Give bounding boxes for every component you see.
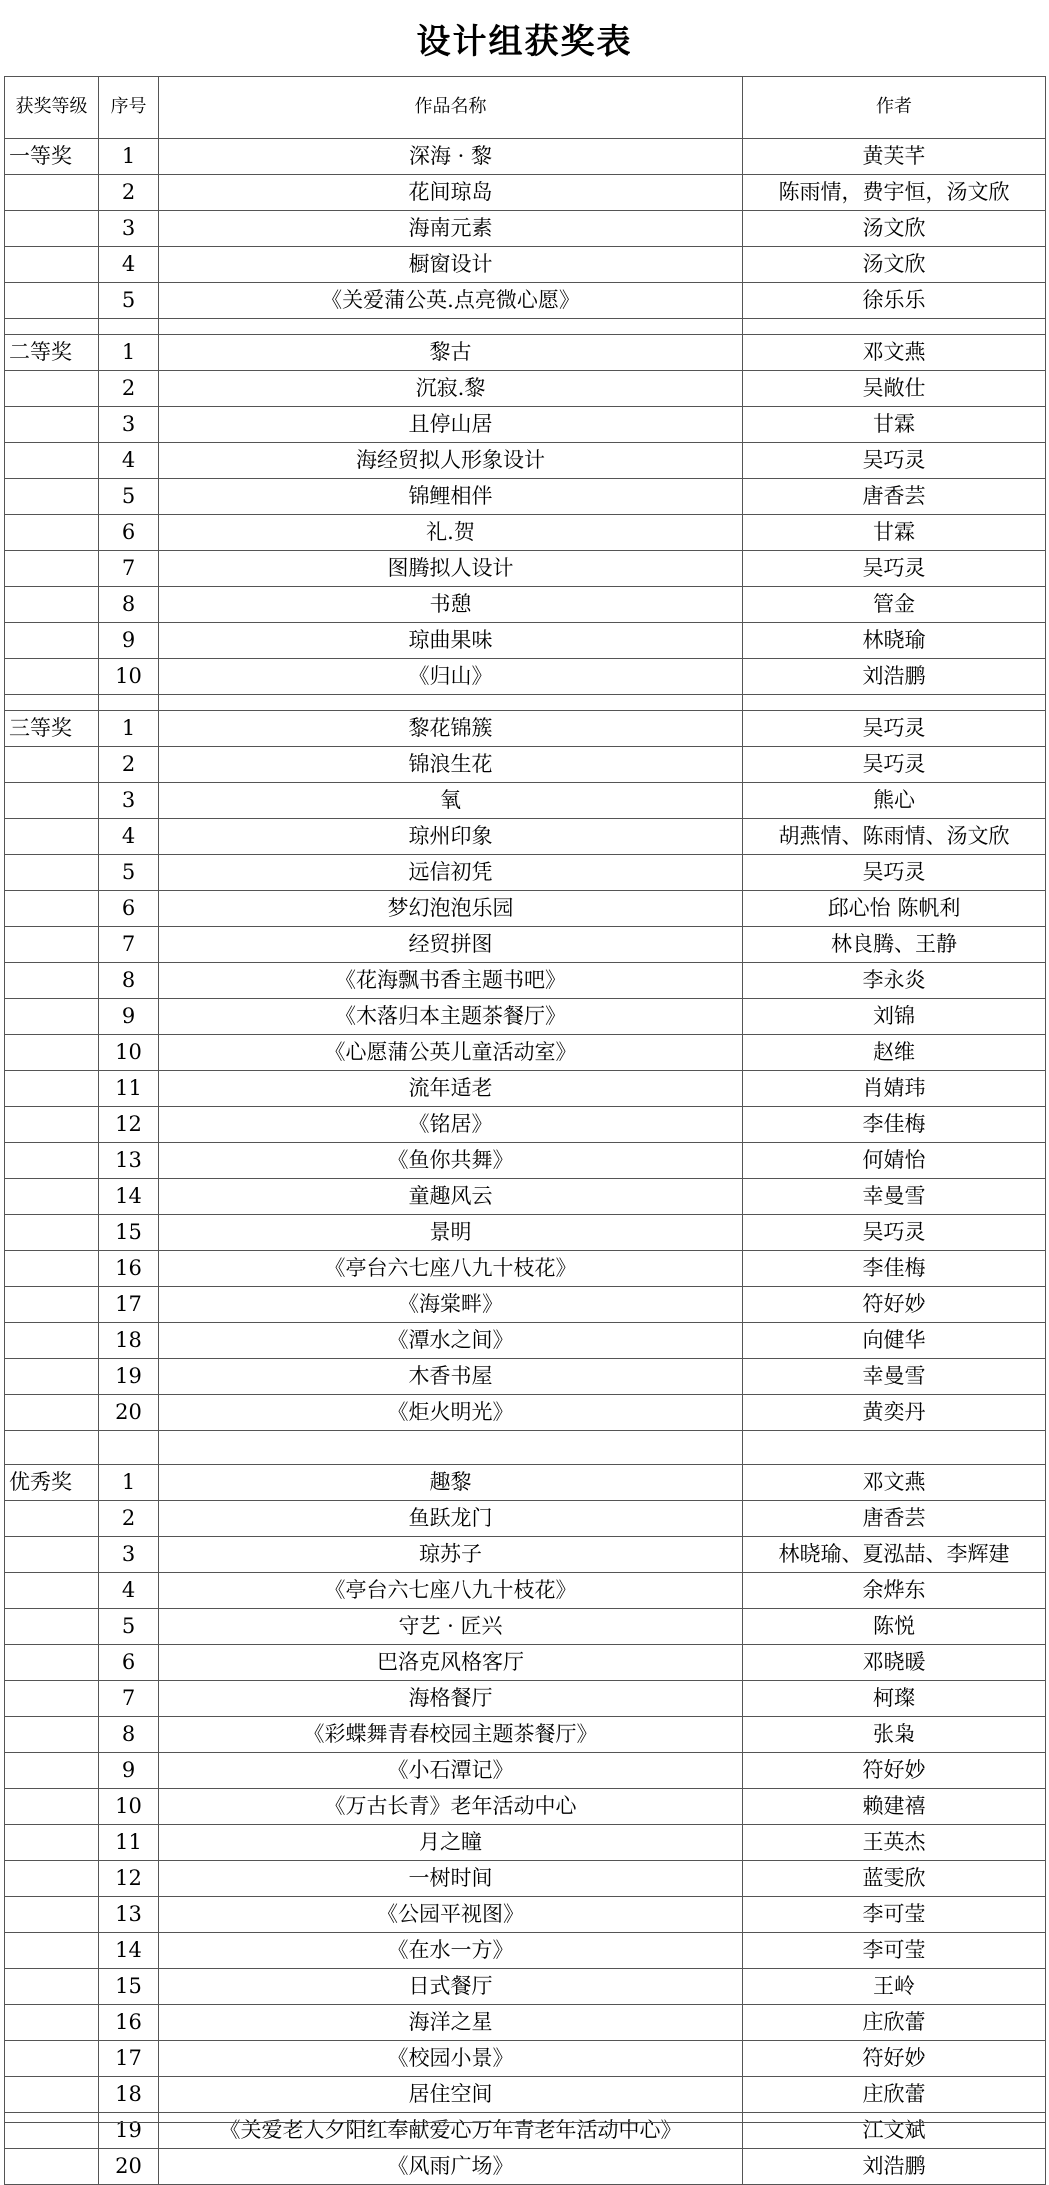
author-cell: 林良腾、王静 [743,927,1046,963]
table-row [5,1465,1046,1501]
table-row [5,1251,1046,1287]
table-row [5,783,1046,819]
work-cell: 童趣风云 [159,1179,743,1215]
table-row [5,1861,1046,1897]
author-cell: 赵维 [743,1035,1046,1071]
author-cell: 吴巧灵 [743,711,1046,747]
author-cell: 徐乐乐 [743,283,1046,319]
table-row [5,1825,1046,1861]
table-row [5,335,1046,371]
author-cell: 何婧怡 [743,1143,1046,1179]
work-cell: 锦鲤相伴 [159,479,743,515]
author-cell: 邓晓暖 [743,1645,1046,1681]
author-cell: 符好妙 [743,2041,1046,2077]
table-row [5,1215,1046,1251]
grade-cell [5,175,99,211]
grade-cell [5,2041,99,2077]
author-cell: 邓文燕 [743,335,1046,371]
page-title: 设计组获奖表 [416,21,633,62]
no-cell: 3 [99,211,159,247]
author-cell: 符好妙 [743,1753,1046,1789]
empty-cell [743,1431,1046,1465]
author-cell: 幸曼雪 [743,1179,1046,1215]
author-cell: 向健华 [743,1323,1046,1359]
no-cell: 7 [99,927,159,963]
table-row [5,1573,1046,1609]
work-cell: 《归山》 [159,659,743,695]
table-row [5,2077,1046,2113]
work-cell: 流年适老 [159,1071,743,1107]
author-cell: 唐香芸 [743,479,1046,515]
work-cell: 《炬火明光》 [159,1395,743,1431]
author-cell: 余烨东 [743,1573,1046,1609]
author-cell: 吴巧灵 [743,443,1046,479]
author-cell: 蓝雯欣 [743,1861,1046,1897]
author-cell: 柯璨 [743,1681,1046,1717]
work-cell: 《亭台六七座八九十枝花》 [159,1251,743,1287]
grade-cell [5,1969,99,2005]
author-cell: 汤文欣 [743,247,1046,283]
grade-cell [5,1861,99,1897]
grade-cell [5,1395,99,1431]
work-cell: 《在水一方》 [159,1933,743,1969]
empty-cell [99,695,159,711]
grade-cell [5,891,99,927]
work-cell: 梦幻泡泡乐园 [159,891,743,927]
no-cell: 16 [99,1251,159,1287]
work-cell: 木香书屋 [159,1359,743,1395]
work-cell: 趣黎 [159,1465,743,1501]
table-row [5,1107,1046,1143]
no-cell: 8 [99,587,159,623]
author-cell: 黄奕丹 [743,1395,1046,1431]
grade-cell [5,1537,99,1573]
grade-cell [5,2149,99,2185]
table-row [5,2149,1046,2185]
table-row [5,283,1046,319]
grade-cell [5,1107,99,1143]
no-cell: 15 [99,1969,159,2005]
author-cell: 幸曼雪 [743,1359,1046,1395]
grade-cell [5,1825,99,1861]
no-cell: 8 [99,963,159,999]
no-cell: 6 [99,891,159,927]
author-cell: 张枭 [743,1717,1046,1753]
no-cell: 1 [99,1465,159,1501]
no-cell: 4 [99,1573,159,1609]
grade-cell [5,927,99,963]
header-author: 作者 [743,77,1046,139]
no-cell: 19 [99,1359,159,1395]
no-cell: 17 [99,2041,159,2077]
grade-cell: 三等奖 [5,711,99,747]
empty-cell [5,695,99,711]
grade-cell [5,515,99,551]
work-cell: 海经贸拟人形象设计 [159,443,743,479]
grade-cell [5,855,99,891]
no-cell: 8 [99,1717,159,1753]
author-cell: 唐香芸 [743,1501,1046,1537]
work-cell: 氧 [159,783,743,819]
table-row [5,623,1046,659]
work-cell: 琼苏子 [159,1537,743,1573]
no-cell: 5 [99,479,159,515]
grade-cell [5,963,99,999]
grade-cell [5,659,99,695]
empty-cell [5,319,99,335]
grade-cell [5,1035,99,1071]
table-row [5,1143,1046,1179]
grade-cell [5,1897,99,1933]
author-cell: 李可莹 [743,1933,1046,1969]
work-cell: 日式餐厅 [159,1969,743,2005]
no-cell: 18 [99,1323,159,1359]
no-cell: 14 [99,1179,159,1215]
table-row [5,927,1046,963]
table-row [5,211,1046,247]
table-row [5,1753,1046,1789]
no-cell: 9 [99,623,159,659]
work-cell: 《木落归本主题茶餐厅》 [159,999,743,1035]
grade-cell [5,211,99,247]
grade-cell [5,1287,99,1323]
header-grade: 获奖等级 [5,77,99,139]
table-row [5,139,1046,175]
author-cell: 汤文欣 [743,211,1046,247]
no-cell: 1 [99,139,159,175]
author-cell: 吴巧灵 [743,551,1046,587]
table-header-row [5,77,1046,139]
grade-cell [5,587,99,623]
work-cell: 琼州印象 [159,819,743,855]
work-cell: 海南元素 [159,211,743,247]
work-cell: 深海 · 黎 [159,139,743,175]
table-row [5,479,1046,515]
table-row [5,1323,1046,1359]
no-cell: 4 [99,443,159,479]
empty-cell [159,319,743,335]
table-row [5,891,1046,927]
work-cell: 锦浪生花 [159,747,743,783]
table-row [5,1501,1046,1537]
work-cell: 《铭居》 [159,1107,743,1143]
work-cell: 景明 [159,1215,743,1251]
author-cell: 李佳梅 [743,1107,1046,1143]
work-cell: 《关爱老人夕阳红奉献爱心万年青老年活动中心》 [159,2113,743,2149]
table-row [5,1035,1046,1071]
work-cell: 花间琼岛 [159,175,743,211]
grade-cell [5,1789,99,1825]
table-row [5,1071,1046,1107]
grade-cell [5,1323,99,1359]
work-cell: 图腾拟人设计 [159,551,743,587]
author-cell: 李佳梅 [743,1251,1046,1287]
work-cell: 《海棠畔》 [159,1287,743,1323]
author-cell: 刘锦 [743,999,1046,1035]
table-row [5,1645,1046,1681]
work-cell: 《亭台六七座八九十枝花》 [159,1573,743,1609]
empty-cell [99,1431,159,1465]
grade-cell [5,443,99,479]
work-cell: 礼.贺 [159,515,743,551]
work-cell: 《校园小景》 [159,2041,743,2077]
empty-cell [159,695,743,711]
no-cell: 15 [99,1215,159,1251]
table-bottom-border [4,2122,1045,2123]
header-work: 作品名称 [159,77,743,139]
author-cell: 李永炎 [743,963,1046,999]
work-cell: 远信初凭 [159,855,743,891]
work-cell: 《万古长青》老年活动中心 [159,1789,743,1825]
author-cell: 林晓瑜、夏泓喆、李辉建 [743,1537,1046,1573]
work-cell: 居住空间 [159,2077,743,2113]
work-cell: 《公园平视图》 [159,1897,743,1933]
work-cell: 书憩 [159,587,743,623]
grade-cell [5,999,99,1035]
grade-cell [5,1215,99,1251]
grade-cell: 优秀奖 [5,1465,99,1501]
table-row [5,407,1046,443]
author-cell: 黄芙芊 [743,139,1046,175]
table-row [5,1287,1046,1323]
grade-cell [5,623,99,659]
no-cell: 11 [99,1825,159,1861]
table-row [5,711,1046,747]
table-row [5,1717,1046,1753]
no-cell: 1 [99,335,159,371]
no-cell: 2 [99,1501,159,1537]
table-row [5,1609,1046,1645]
no-cell: 13 [99,1143,159,1179]
grade-cell [5,1501,99,1537]
author-cell: 江文斌 [743,2113,1046,2149]
author-cell: 甘霖 [743,515,1046,551]
no-cell: 18 [99,2077,159,2113]
no-cell: 13 [99,1897,159,1933]
work-cell: 《花海飘书香主题书吧》 [159,963,743,999]
grade-cell [5,247,99,283]
no-cell: 2 [99,747,159,783]
table-row [5,247,1046,283]
grade-cell [5,1933,99,1969]
author-cell: 王英杰 [743,1825,1046,1861]
table-row [5,175,1046,211]
no-cell: 12 [99,1861,159,1897]
table-row [5,371,1046,407]
no-cell: 6 [99,1645,159,1681]
grade-cell: 二等奖 [5,335,99,371]
work-cell: 黎花锦簇 [159,711,743,747]
work-cell: 且停山居 [159,407,743,443]
grade-cell [5,1143,99,1179]
work-cell: 《关爱蒲公英.点亮微心愿》 [159,283,743,319]
grade-cell [5,551,99,587]
work-cell: 《彩蝶舞青春校园主题茶餐厅》 [159,1717,743,1753]
grade-cell: 一等奖 [5,139,99,175]
author-cell: 李可莹 [743,1897,1046,1933]
work-cell: 守艺 · 匠兴 [159,1609,743,1645]
grade-cell [5,747,99,783]
table-body [5,139,1046,2185]
table-row [5,1179,1046,1215]
author-cell: 陈雨情，费宇恒，汤文欣 [743,175,1046,211]
table-row [5,1681,1046,1717]
author-cell: 王岭 [743,1969,1046,2005]
no-cell: 3 [99,1537,159,1573]
table-row [5,1537,1046,1573]
award-table [4,76,1046,2185]
no-cell: 20 [99,1395,159,1431]
author-cell: 甘霖 [743,407,1046,443]
author-cell: 刘浩鹏 [743,2149,1046,2185]
work-cell: 《鱼你共舞》 [159,1143,743,1179]
work-cell: 经贸拼图 [159,927,743,963]
work-cell: 鱼跃龙门 [159,1501,743,1537]
no-cell: 5 [99,1609,159,1645]
table-row [5,515,1046,551]
author-cell: 庄欣蕾 [743,2077,1046,2113]
work-cell: 一树时间 [159,1861,743,1897]
author-cell: 肖婧玮 [743,1071,1046,1107]
no-cell: 17 [99,1287,159,1323]
author-cell: 符好妙 [743,1287,1046,1323]
table-row [5,2005,1046,2041]
author-cell: 庄欣蕾 [743,2005,1046,2041]
author-cell: 熊心 [743,783,1046,819]
author-cell: 陈悦 [743,1609,1046,1645]
grade-cell [5,819,99,855]
empty-cell [5,1431,99,1465]
no-cell: 19 [99,2113,159,2149]
work-cell: 海洋之星 [159,2005,743,2041]
grade-cell [5,1645,99,1681]
header-no: 序号 [99,77,159,139]
grade-cell [5,1717,99,1753]
author-cell: 吴巧灵 [743,747,1046,783]
section-spacer-row [5,319,1046,335]
work-cell: 《潭水之间》 [159,1323,743,1359]
no-cell: 14 [99,1933,159,1969]
work-cell: 海格餐厅 [159,1681,743,1717]
no-cell: 2 [99,175,159,211]
grade-cell [5,2005,99,2041]
grade-cell [5,283,99,319]
table-row [5,551,1046,587]
grade-cell [5,2077,99,2113]
no-cell: 3 [99,783,159,819]
grade-cell [5,1359,99,1395]
work-cell: 《小石潭记》 [159,1753,743,1789]
table-row [5,1789,1046,1825]
author-cell: 胡燕情、陈雨情、汤文欣 [743,819,1046,855]
table-row [5,587,1046,623]
author-cell: 赖建禧 [743,1789,1046,1825]
grade-cell [5,371,99,407]
no-cell: 10 [99,1035,159,1071]
no-cell: 7 [99,551,159,587]
table-row [5,443,1046,479]
grade-cell [5,1573,99,1609]
table-row [5,999,1046,1035]
no-cell: 10 [99,1789,159,1825]
no-cell: 4 [99,819,159,855]
empty-cell [743,695,1046,711]
table-row [5,659,1046,695]
no-cell: 5 [99,855,159,891]
no-cell: 7 [99,1681,159,1717]
grade-cell [5,1251,99,1287]
no-cell: 9 [99,1753,159,1789]
no-cell: 1 [99,711,159,747]
no-cell: 4 [99,247,159,283]
table-row [5,2041,1046,2077]
table-row [5,1897,1046,1933]
work-cell: 巴洛克风格客厅 [159,1645,743,1681]
author-cell: 吴巧灵 [743,1215,1046,1251]
work-cell: 月之瞳 [159,1825,743,1861]
empty-cell [99,319,159,335]
author-cell: 吴巧灵 [743,855,1046,891]
grade-cell [5,1753,99,1789]
table-row [5,747,1046,783]
section-spacer-row [5,695,1046,711]
work-cell: 琼曲果味 [159,623,743,659]
author-cell: 刘浩鹏 [743,659,1046,695]
no-cell: 3 [99,407,159,443]
empty-cell [159,1431,743,1465]
work-cell: 沉寂.黎 [159,371,743,407]
no-cell: 9 [99,999,159,1035]
table-row [5,963,1046,999]
no-cell: 20 [99,2149,159,2185]
no-cell: 5 [99,283,159,319]
no-cell: 2 [99,371,159,407]
grade-cell [5,1681,99,1717]
grade-cell [5,407,99,443]
table-row [5,1969,1046,2005]
table-row [5,1933,1046,1969]
grade-cell [5,1609,99,1645]
no-cell: 16 [99,2005,159,2041]
work-cell: 《心愿蒲公英儿童活动室》 [159,1035,743,1071]
author-cell: 邓文燕 [743,1465,1046,1501]
grade-cell [5,479,99,515]
no-cell: 6 [99,515,159,551]
empty-cell [743,319,1046,335]
author-cell: 管金 [743,587,1046,623]
section-spacer-row [5,1431,1046,1465]
no-cell: 10 [99,659,159,695]
table-row [5,819,1046,855]
table-row [5,1359,1046,1395]
table-row [5,1395,1046,1431]
work-cell: 黎古 [159,335,743,371]
table-row [5,855,1046,891]
author-cell: 吴敞仕 [743,371,1046,407]
work-cell: 《风雨广场》 [159,2149,743,2185]
author-cell: 林晓瑜 [743,623,1046,659]
no-cell: 12 [99,1107,159,1143]
grade-cell [5,1071,99,1107]
grade-cell [5,1179,99,1215]
work-cell: 橱窗设计 [159,247,743,283]
author-cell: 邱心怡 陈帆利 [743,891,1046,927]
no-cell: 11 [99,1071,159,1107]
grade-cell [5,783,99,819]
